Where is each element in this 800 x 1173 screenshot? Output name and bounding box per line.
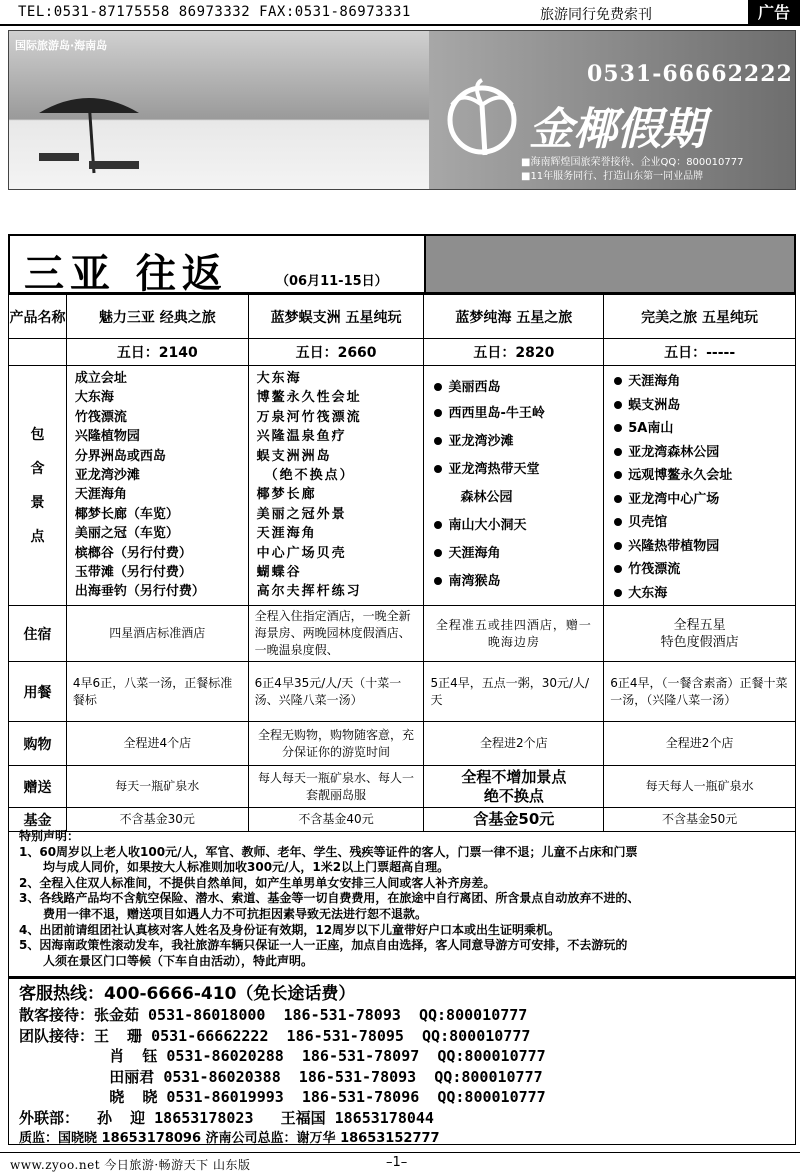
contact-row: 散客接待：张金茹 0531-86018000 186-531-78093 QQ:800010777 (19, 1006, 528, 1024)
fund-cell: 不含基金30元 (66, 808, 248, 832)
hotel-cell: 四星酒店标准酒店 (66, 606, 248, 662)
contact-row: 团队接待：王 珊 0531-66662222 186-531-78095 QQ:800010777 (19, 1026, 531, 1045)
table-row (9, 766, 796, 808)
list-item: 天涯海角 (614, 370, 789, 394)
hotel-cell: 全程准五或挂四酒店，赠一晚海边房 (424, 606, 604, 662)
hotel-cell: 全程五星 特色度假酒店 (604, 606, 796, 662)
contact-line: TEL:0531-87175558 86973332 FAX:0531-86973331 (18, 4, 411, 20)
gift-cell: 全程不增加景点 绝不换点 (424, 766, 604, 808)
list-item: 美丽西岛 (434, 376, 597, 400)
spots-label: 包 含 景 点 (9, 366, 67, 606)
list-item: 亚龙湾热带天堂 (434, 456, 597, 484)
fund-label: 基金 (9, 808, 67, 832)
list-item: 南湾猴岛 (434, 568, 597, 596)
price: 五日：2660 (248, 339, 424, 366)
banner-info-line: ■海南辉煌国旅荣誉接待、企业QQ：800010777 (521, 157, 744, 168)
meal-cell: 5正4早，五点一粥，30元/人/天 (424, 662, 604, 722)
shopping-cell: 全程进4个店 (66, 722, 248, 766)
meal-cell: 6正4早，（一餐含素斋）正餐十菜一汤，（兴隆八菜一汤） (604, 662, 796, 722)
top-bar (0, 0, 800, 26)
contact-row: 晓 晓 0531-86019993 186-531-78096 QQ:800010777 (19, 1088, 546, 1106)
list-item: 亚龙湾沙滩 (434, 428, 597, 456)
product-label: 产品名称 (9, 295, 67, 339)
notice-title: 特别声明： (19, 829, 80, 843)
footer (0, 1152, 800, 1171)
contact-row: 肖 钰 0531-86020288 186-531-78097 QQ:800010777 (19, 1047, 546, 1065)
list-item: 天涯海角 (434, 540, 597, 568)
list-item: 南山大小洞天 (434, 512, 597, 540)
spots-list: 成立会址 大东海 竹筏漂流 兴隆植物园 分界洲岛或西岛 亚龙湾沙滩 天涯海角 椰梦长廊（车览） 美丽之冠（车览） 槟榔谷（另行付费） 玉带滩（另行付费） 出海垂钓（另行付费） (66, 366, 248, 606)
product-name: 蓝梦蜈支洲 五星纯玩 (248, 295, 424, 339)
contact-row: 田丽君 0531-86020388 186-531-78093 QQ:800010777 (19, 1067, 543, 1086)
list-item: 亚龙湾中心广场 (614, 488, 789, 512)
shopping-cell: 全程无购物，购物随客意，充分保证你的游览时间 (248, 722, 424, 766)
liaison-row: 外联部： 孙 迎 18653178023 王福国 18653178044 (19, 1108, 434, 1127)
price: 五日：----- (604, 339, 796, 366)
list-item: 西西里岛-牛王岭 (434, 400, 597, 428)
notice-item: 2、全程入住双人标准间，不提供自然单间，如产生单男单女安排三人间或客人补齐房差。 (19, 875, 496, 890)
route-date: （06月11-15日） (276, 274, 388, 289)
table-row (9, 295, 796, 339)
banner-phone: 0531-66662222 (587, 61, 793, 87)
banner-info (521, 156, 743, 184)
fund-cell: 不含基金50元 (604, 808, 796, 832)
product-name: 蓝梦纯海 五星之旅 (424, 295, 604, 339)
price: 五日：2140 (66, 339, 248, 366)
notice-item: 均与成人同价，如果按大人标准则加收300元/人，1米2以上门票超高自理。 (43, 860, 450, 875)
gift-label: 赠送 (9, 766, 67, 808)
hotel-cell: 全程入住指定酒店，一晚全新海景房、两晚园林度假酒店、一晚温泉度假、 (248, 606, 424, 662)
spots-list (424, 366, 604, 606)
product-name: 魅力三亚 经典之旅 (66, 295, 248, 339)
hotline: 客服热线：400-6666-410（免长途话费） (19, 984, 356, 1004)
table-row (9, 339, 796, 366)
price: 五日：2820 (424, 339, 604, 366)
table-row (9, 722, 796, 766)
beach-umbrella-icon (39, 83, 169, 183)
list-item: 贝壳馆 (614, 511, 789, 535)
title-gray-block (424, 234, 796, 294)
notice-item: 3、各线路产品均不含航空保险、潜水、索道、基金等一切自费费用，在旅途中自行离团、所含景点自动放弃不进的、 (19, 891, 640, 906)
list-item: 5A南山 (614, 417, 789, 441)
list-item: 远观博鳌永久会址 (614, 464, 789, 488)
meal-cell: 6正4早35元/人/天（十菜一汤、兴隆八菜一汤） (248, 662, 424, 722)
list-item: 大东海 (614, 582, 789, 606)
gift-cell: 每人每天一瓶矿泉水、每人一套靓丽岛服 (248, 766, 424, 808)
tour-table (8, 294, 796, 832)
palm-logo-icon (447, 75, 517, 165)
notice-item: 1、60周岁以上老人收100元/人，军官、教师、老年、学生、残疾等证件的客人，门票一律不退；儿童不占床和门票 (19, 844, 638, 859)
quality-row: 质监：国晓晓 18653178096 济南公司总监：谢万华 18653152777 (19, 1131, 440, 1146)
fund-cell: 含基金50元 (424, 808, 604, 832)
product-name: 完美之旅 五星纯玩 (604, 295, 796, 339)
table-row (9, 366, 796, 606)
banner (8, 30, 796, 190)
gift-cell: 每天每人一瓶矿泉水 (604, 766, 796, 808)
special-notice (8, 827, 796, 977)
brand-name: 金椰假期 (529, 104, 705, 155)
notice-item: 5、因海南政策性滚动发车，我社旅游车辆只保证一人一正座，加点自由选择，客人同意导游方可安排，不去游玩的 (19, 938, 628, 953)
shopping-cell: 全程进2个店 (424, 722, 604, 766)
meal-label: 用餐 (9, 662, 67, 722)
list-item: 森林公园 (460, 489, 513, 505)
slogan: 旅游同行免费索刊 (540, 7, 652, 23)
list-item: 兴隆热带植物园 (614, 535, 789, 559)
shopping-label: 购物 (9, 722, 67, 766)
gift-cell: 每天一瓶矿泉水 (66, 766, 248, 808)
ad-label: 广告 (748, 0, 800, 26)
list-item: 竹筏漂流 (614, 558, 789, 582)
notice-item: 人须在景区门口等候（下车自由活动），特此声明。 (43, 953, 314, 968)
route-name: 三亚 往返 (24, 251, 228, 297)
spots-list: 大东海 博鳌永久性会址 万泉河竹筏漂流 兴隆温泉鱼疗 蜈支洲洲岛 （绝不换点） 椰梦长廊 美丽之冠外景 天涯海角 中心广场贝壳 蝴蝶谷 高尔夫挥杆练习 (248, 366, 424, 606)
list-item: 亚龙湾森林公园 (614, 441, 789, 465)
banner-tag: 国际旅游岛·海南岛 (15, 39, 108, 52)
notice-item: 4、出团前请组团社认真核对客人姓名及身份证有效期，12周岁以下儿童带好户口本或出生证明乘机。 (19, 922, 561, 937)
table-row (9, 662, 796, 722)
footer-site: www.zyoo.net 今日旅游·畅游天下 山东版 (10, 1158, 251, 1172)
notice-item: 费用一律不退，赠送项目如遇人力不可抗拒因素导致无法进行恕不退款。 (43, 906, 428, 921)
fund-cell: 不含基金40元 (248, 808, 424, 832)
table-row (9, 606, 796, 662)
route-title (8, 234, 424, 297)
service-contacts (8, 977, 796, 1145)
banner-info-line: ■11年服务同行、打造山东第一同业品牌 (521, 171, 704, 182)
list-item: 蜈支洲岛 (614, 394, 789, 418)
hotel-label: 住宿 (9, 606, 67, 662)
page-number: –1– (386, 1155, 408, 1170)
spots-list (604, 366, 796, 606)
shopping-cell: 全程进2个店 (604, 722, 796, 766)
meal-cell: 4早6正，八菜一汤，正餐标准餐标 (66, 662, 248, 722)
